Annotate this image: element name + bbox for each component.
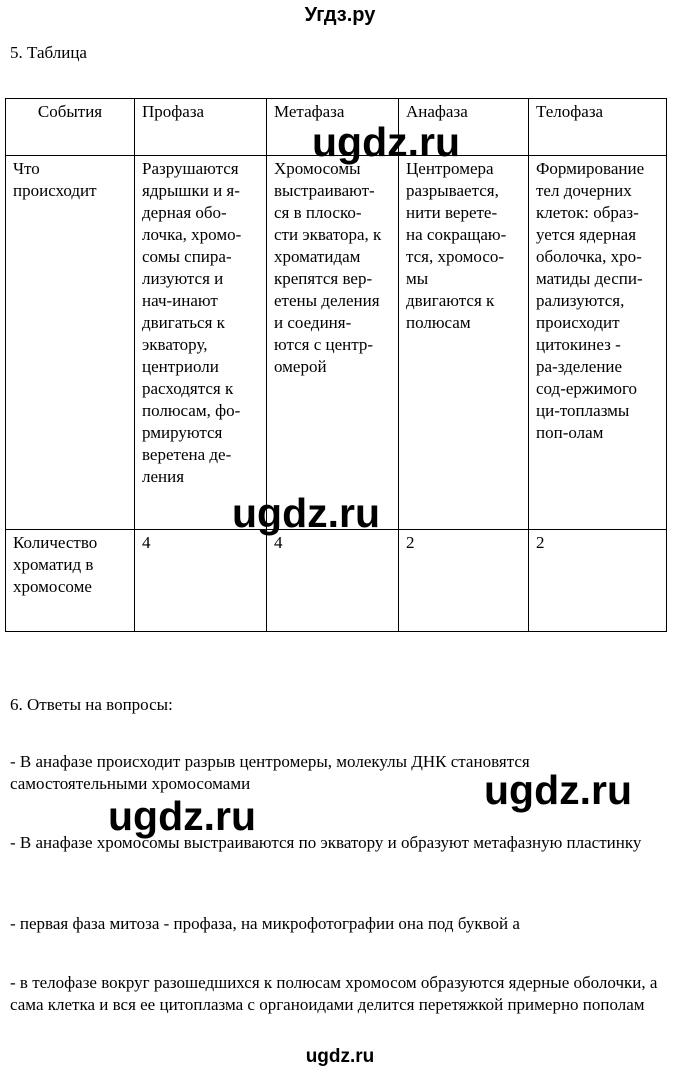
mitosis-phases-table: [5, 98, 667, 632]
answer-1: - В анафазе происходит разрыв центромеры, молекулы ДНК становятся самостоятельными хромосомами: [10, 752, 530, 793]
cell-telophase-events: Формирование тел дочерних клеток: образ- уется ядерная оболочка, хро- матиды деспи- рализуются, происходит цитокинез - ра-зделение сод-ержимого ци-топлазмы поп-олам: [529, 156, 667, 530]
site-header: Угдз.ру: [304, 4, 376, 26]
header-cell-metaphase: Метафаза: [267, 99, 399, 156]
watermark: ugdz.ru: [232, 490, 381, 536]
answer-2: - В анафазе хромосомы выстраиваются по экватору и образуют метафазную пластинку: [10, 833, 642, 852]
cell-metaphase-events: Хромосомы выстраивают- ся в плоско- сти экватора, к хроматидам крепятся вер- етены деления и соединя- ются с центр- омерой: [267, 156, 399, 530]
header-cell-prophase: Профаза: [135, 99, 267, 156]
header-cell-anaphase: Анафаза: [399, 99, 529, 156]
row-label-what-happens: Что происходит: [6, 156, 135, 530]
cell-prophase-count: 4: [135, 530, 267, 632]
cell-anaphase-count: 2: [399, 530, 529, 632]
cell-telophase-count: 2: [529, 530, 667, 632]
header-cell-events: События: [6, 99, 135, 156]
cell-anaphase-events: Центромера разрывается, нити верете- на сокращаю- тся, хромосо- мы двигаются к полюсам: [399, 156, 529, 530]
section-5-title: 5. Таблица: [10, 43, 87, 62]
watermark: ugdz.ru: [484, 767, 633, 813]
answer-4: - в телофазе вокруг разошедшихся к полюсам хромосом образуются ядерные оболочки, а сама клетка и вся ее цитоплазма с органоидами делится перетяжкой примерно пополам: [10, 973, 658, 1014]
watermark: ugdz.ru: [312, 119, 461, 165]
answer-3: - первая фаза митоза - профаза, на микрофотографии она под буквой а: [10, 914, 520, 933]
site-footer: ugdz.ru: [305, 1046, 375, 1067]
cell-prophase-events: Разрушаются ядрышки и я- дерная обо- лочка, хромо- сомы спира- лизуются и нач-инают двигаться к экватору, центриоли расходятся к полюсам, фо- рмируются веретена де- ления: [135, 156, 267, 530]
header-cell-telophase: Телофаза: [529, 99, 667, 156]
table-row: [6, 156, 667, 530]
watermark: ugdz.ru: [108, 793, 257, 839]
cell-metaphase-count: 4: [267, 530, 399, 632]
table-row: [6, 530, 667, 632]
row-label-chromatid-count: Количество хроматид в хромосоме: [6, 530, 135, 632]
section-6-title: 6. Ответы на вопросы:: [10, 695, 173, 714]
